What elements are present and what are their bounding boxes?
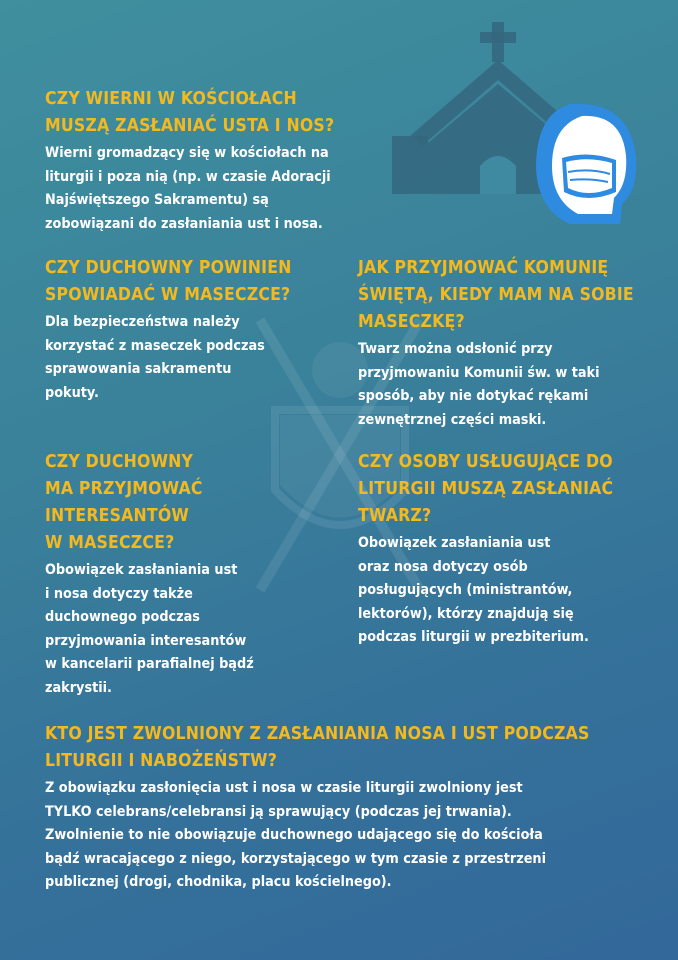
question-heading: JAK PRZYJMOWAĆ KOMUNIĘ ŚWIĘTĄ, KIEDY MAM NA SOBIE MASECZKĘ?	[358, 258, 634, 332]
section-altar-servers	[358, 449, 613, 650]
section-mask-in-churches	[45, 86, 334, 236]
answer-text: Wierni gromadzący się w kościołach na liturgii i poza nią (np. w czasie Adoracji Najświętszego Sakramentu) są zobowiązani do zasłaniania ust i nosa.	[45, 145, 331, 232]
answer-text: Obowiązek zasłaniania ust i nosa dotyczy także duchownego podczas przyjmowania interesantów w kancelarii parafialnej bądź zakrystii.	[45, 562, 254, 696]
section-clergy-visitors	[45, 449, 254, 700]
answer-text: Twarz można odsłonić przy przyjmowaniu Komunii św. w taki sposób, aby nie dotykać rękami zewnętrznej części maski.	[358, 341, 600, 428]
answer-text: Z obowiązku zasłonięcia ust i nosa w czasie liturgii zwolniony jest TYLKO celebrans/celebransi ją sprawujący (podczas jej trwania). Zwolnienie to nie obowiązuje duchownego udającego się do kościoła bądź wracającego z niego, korzystającego w tym czasie z przestrzeni publicznej (drogi, chodnika, placu kościelnego).	[45, 780, 546, 890]
answer-text: Obowiązek zasłaniania ust oraz nosa dotyczy osób posługujących (ministrantów, lektorów), którzy znajdują się podczas liturgii w prezbiterium.	[358, 535, 589, 645]
section-communion-mask	[358, 255, 634, 432]
answer-text: Dla bezpieczeństwa należy korzystać z maseczek podczas sprawowania sakramentu pokuty.	[45, 314, 265, 401]
section-confession-mask	[45, 255, 292, 405]
question-heading: KTO JEST ZWOLNIONY Z ZASŁANIANIA NOSA I UST PODCZAS LITURGII I NABOŻEŃSTW?	[45, 724, 590, 771]
section-exempt-persons	[45, 721, 590, 895]
question-heading: CZY OSOBY USŁUGUJĄCE DO LITURGII MUSZĄ ZASŁANIAĆ TWARZ?	[358, 452, 614, 526]
question-heading: CZY WIERNI W KOŚCIOŁACH MUSZĄ ZASŁANIAĆ USTA I NOS?	[45, 89, 335, 136]
question-heading: CZY DUCHOWNY POWINIEN SPOWIADAĆ W MASECZCE?	[45, 258, 292, 305]
face-mask-icon	[530, 100, 642, 228]
question-heading: CZY DUCHOWNY MA PRZYJMOWAĆ INTERESANTÓW W MASECZCE?	[45, 452, 203, 553]
